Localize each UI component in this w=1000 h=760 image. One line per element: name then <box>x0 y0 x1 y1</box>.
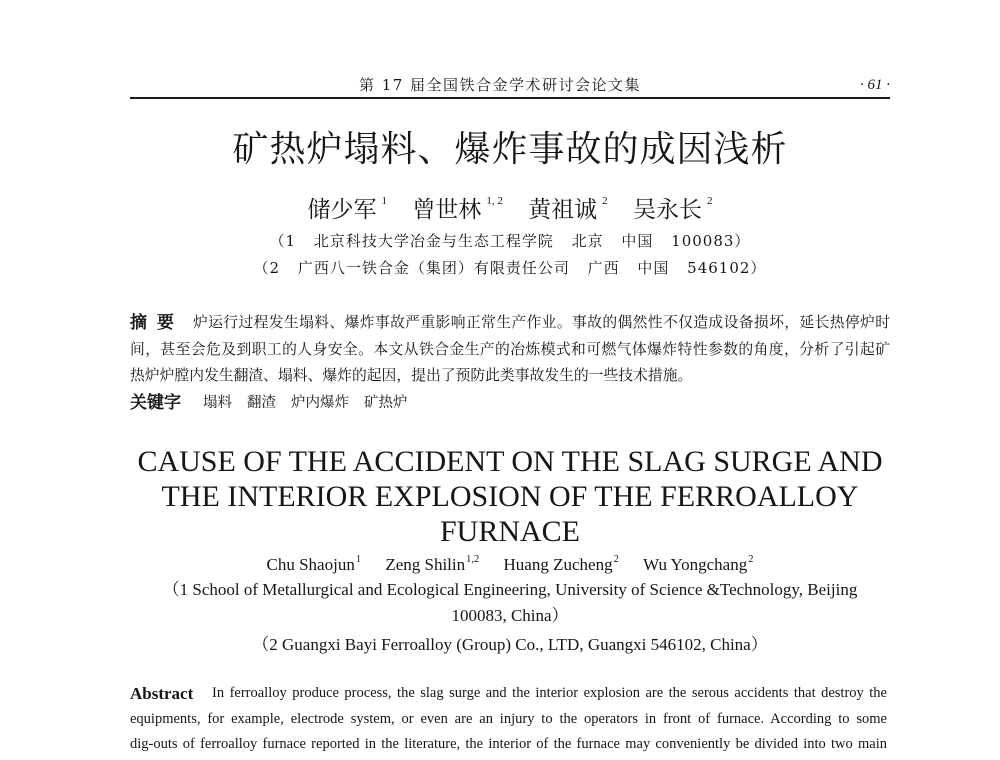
abstract-label-cn: 摘 要 <box>130 313 174 333</box>
abstract-cn-line <box>130 310 890 337</box>
author-name: 储少军 <box>307 197 377 223</box>
author-entry <box>643 554 753 576</box>
abstract-en-line: dig-outs of ferroalloy furnace reported in the literature, the interior of the furnace may conveniently be divided into two main <box>130 736 887 752</box>
author-entry <box>504 554 619 576</box>
paper-title-en: CAUSE OF THE ACCIDENT ON THE SLAG SURGE AND THE INTERIOR EXPLOSION OF THE FERROALLOY FURNACE <box>137 445 883 548</box>
author-name: Chu Shaojun <box>266 555 355 574</box>
keyword: 翻渣 <box>247 395 276 411</box>
affiliation-cn-1: （1 北京科技大学冶金与生态工程学院 北京 中国 100083） <box>269 232 751 250</box>
author-name: 曾世林 <box>412 197 482 223</box>
author-entry <box>267 554 362 576</box>
author-entry <box>412 196 503 224</box>
abstract-cn-text: 炉运行过程发生塌料、爆炸事故严重影响正常生产作业。事故的偶然性不仅造成设备损坏，延长热停炉时 <box>193 314 890 331</box>
author-name: Huang Zucheng <box>503 555 613 574</box>
abstract-cn-line: 间，甚至会危及到职工的人身安全。本文从铁合金生产的冶炼模式和可燃气体爆炸特性参数的角度，分析了引起矿 <box>130 340 890 358</box>
header-rule <box>130 97 890 99</box>
affiliation-superscript: 1 <box>381 195 388 207</box>
abstract-en-text: In ferroalloy produce process, the slag surge and the interior explosion are the serous accidents that destroy the <box>212 685 887 701</box>
affiliation-superscript: 2 <box>613 554 619 565</box>
affiliation-superscript: 1,2 <box>466 554 480 565</box>
running-head: 第 17 届全国铁合金学术研讨会论文集 <box>358 76 642 94</box>
keyword: 炉内爆炸 <box>291 395 349 411</box>
affiliation-superscript: 1 <box>355 554 362 565</box>
abstract-cn-line: 热炉炉膛内发生翻渣、塌料、爆炸的起因，提出了预防此类事故发生的一些技术措施。 <box>130 367 693 384</box>
abstract-label-en: Abstract <box>130 684 194 703</box>
author-name: Wu Yongchang <box>643 555 748 574</box>
abstract-en <box>130 681 887 758</box>
affiliation-superscript: 2 <box>602 195 608 207</box>
author-entry <box>528 196 608 224</box>
abstract-en-line: equipments, for example, electrode system, or even are an injury to the operators in front of furnace. According to some <box>130 710 887 727</box>
page-number: · 61 · <box>860 77 890 93</box>
author-list-cn <box>130 196 890 224</box>
paper-title-cn: 矿热炉塌料、爆炸事故的成因浅析 <box>232 129 788 170</box>
abstract-cn <box>130 310 890 390</box>
keyword: 矿热炉 <box>364 395 408 411</box>
keywords-label-cn: 关键字 <box>130 393 181 413</box>
keyword: 塌料 <box>203 395 232 411</box>
author-entry <box>385 554 479 576</box>
keywords-cn <box>130 392 890 414</box>
author-entry <box>308 196 388 224</box>
affiliation-en-1: （1 School of Metallurgical and Ecological Engineering, University of Science &Technology, Beijing 100083, China） <box>162 580 858 625</box>
author-name: 黄祖诚 <box>528 197 598 223</box>
abstract-en-line <box>130 681 887 707</box>
affiliation-superscript: 1, 2 <box>486 195 503 207</box>
affiliation-cn-2: （2 广西八一铁合金（集团）有限责任公司 广西 中国 546102） <box>253 259 767 277</box>
affiliation-superscript: 2 <box>748 554 754 565</box>
author-name: 吴永长 <box>632 197 702 223</box>
author-name: Zeng Shilin <box>385 555 466 574</box>
affiliation-en-2: （2 Guangxi Bayi Ferroalloy (Group) Co., LTD, Guangxi 546102, China） <box>252 635 768 654</box>
affiliation-superscript: 2 <box>706 195 713 207</box>
author-entry <box>633 196 713 224</box>
author-list-en <box>130 554 890 576</box>
